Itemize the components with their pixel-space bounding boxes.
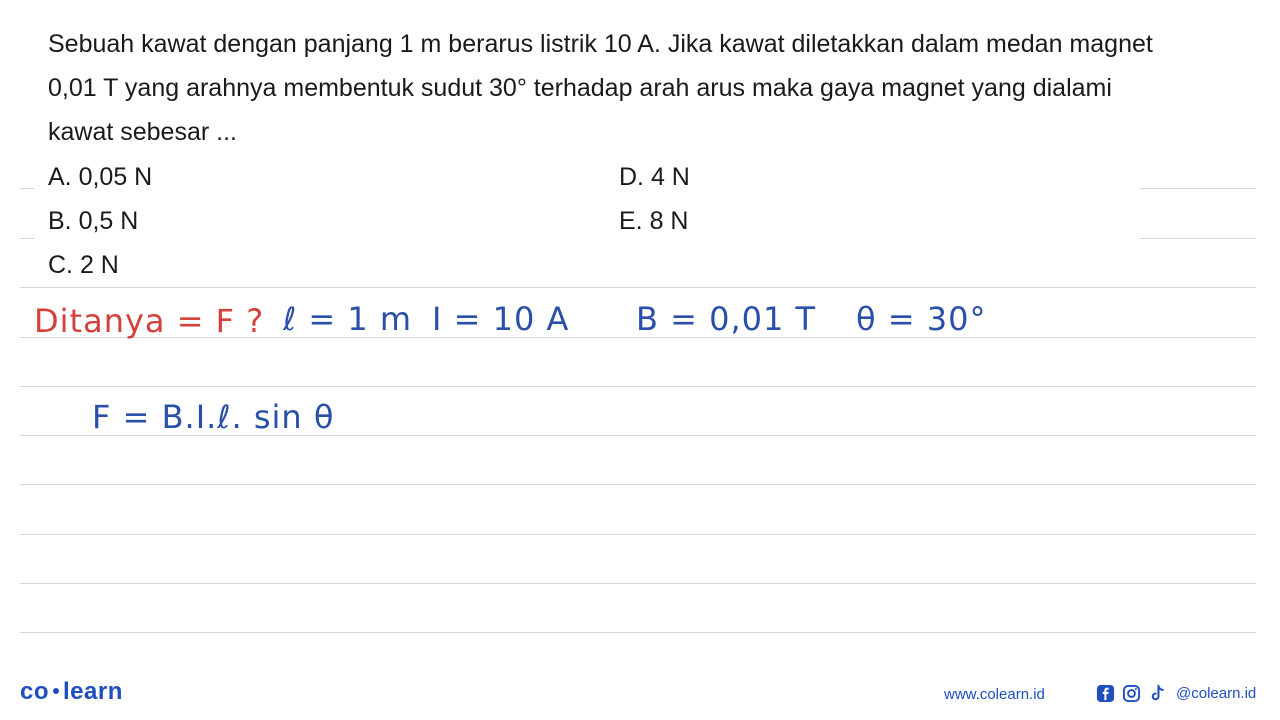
ditanya-note: Ditanya = F ? xyxy=(34,302,265,340)
question-text: Sebuah kawat dengan panjang 1 m berarus listrik 10 A. Jika kawat diletakkan dalam medan magnet 0,01 T yang arahnya membentuk sudut 30° terhadap arah arus maka gaya magnet yang dialami kawat sebesar ... xyxy=(48,30,1153,146)
rule-line xyxy=(20,484,1256,485)
instagram-icon[interactable] xyxy=(1122,684,1141,703)
tiktok-icon[interactable] xyxy=(1148,684,1167,703)
rule-line xyxy=(20,188,34,189)
colearn-logo xyxy=(20,678,123,706)
rule-line xyxy=(1140,238,1256,239)
brand-right: learn xyxy=(63,678,123,705)
rule-line xyxy=(20,287,1256,288)
rule-line xyxy=(20,632,1256,633)
option-a: A. 0,05 N xyxy=(48,163,153,191)
known-length: ℓ = 1 m xyxy=(283,300,413,338)
option-c: C. 2 N xyxy=(48,251,119,279)
brand-left: co xyxy=(20,678,50,705)
known-angle: θ = 30° xyxy=(856,300,987,338)
rule-line xyxy=(20,238,34,239)
known-field: B = 0,01 T xyxy=(636,300,817,338)
known-current: I = 10 A xyxy=(432,300,570,338)
rule-line xyxy=(20,583,1256,584)
rule-line xyxy=(1140,188,1256,189)
rule-line xyxy=(20,386,1256,387)
formula: F = B.I.ℓ. sin θ xyxy=(92,398,335,436)
website-link[interactable]: www.colearn.id xyxy=(944,686,1045,703)
option-b: B. 0,5 N xyxy=(48,207,139,235)
rule-line xyxy=(20,534,1256,535)
social-handle[interactable]: @colearn.id xyxy=(1176,685,1257,702)
brand-dot xyxy=(53,688,59,694)
social-links xyxy=(1096,684,1256,703)
facebook-icon[interactable] xyxy=(1096,684,1115,703)
option-e: E. 8 N xyxy=(619,207,689,235)
option-d: D. 4 N xyxy=(619,163,690,191)
